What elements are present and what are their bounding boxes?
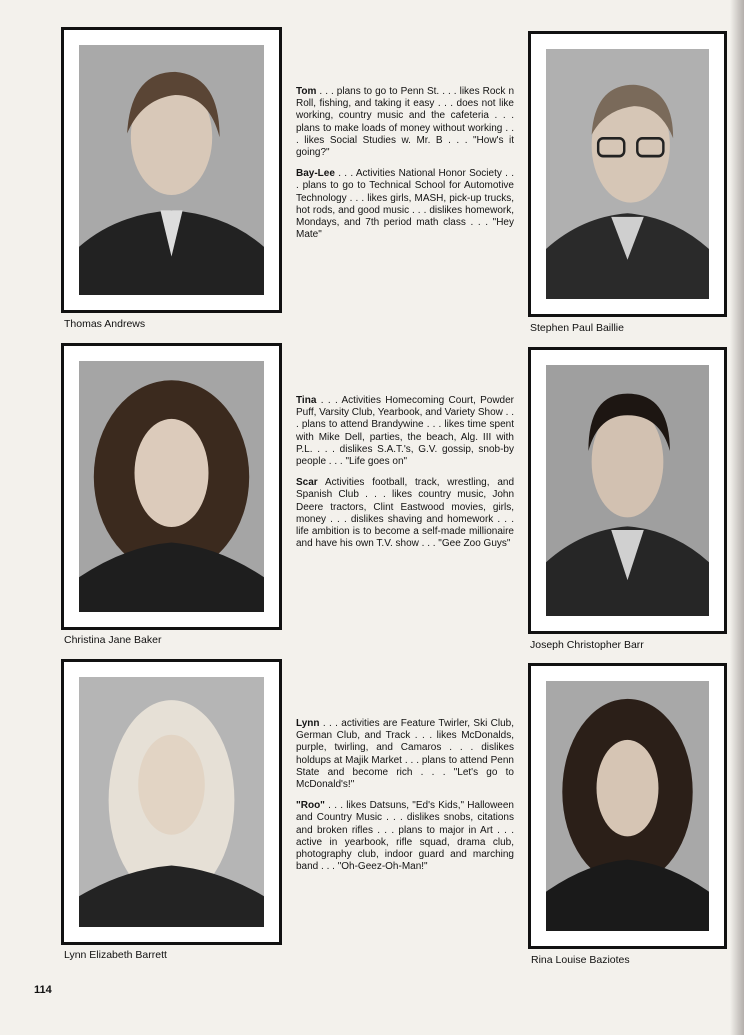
nickname: Scar [296,477,318,489]
blurb-paragraph [296,86,514,159]
portrait-frame-thomas-andrews [61,27,282,313]
page-edge-shadow [730,0,744,1035]
portrait-photo [546,681,709,931]
student-name: Stephen Paul Baillie [530,322,624,334]
blurb-text: . . . Activities Homecoming Court, Powder Puff, Varsity Club, Yearbook, and Variety Show . . . plans to attend Brandywine . . . likes time spent with Mike Dell, parties, the beach, Alg. III with P.L. . . . dislikes S.A.T.'s, G.V. gossip, snob-by people . . . "Life goes on" [296,395,514,468]
portrait-photo [79,677,264,927]
blurb-text: Activities football, track, wrestling, and Spanish Club . . . likes country music, John Deere tractors, Clint Eastwood movies, girls, money . . . dislikes shaving and homework . . . life ambition is to become a self-made millionaire and have his own T.V. show . . . "Gee Zoo Guys" [296,477,514,550]
blurb-text: . . . Activities National Honor Society . . . plans to go to Technical School for Automotive Technology . . . likes girls, MASH, pick-up trucks, hot rods, and good music . . . dislikes homework, Mondays, and 7th period math class . . . "Hey Mate" [296,168,514,241]
portrait-frame-christina-jane-baker [61,343,282,630]
portrait-photo [546,365,709,616]
portrait-photo [79,361,264,612]
nickname: Lynn [296,718,320,729]
portrait-frame-joseph-christopher-barr [528,347,727,634]
blurb-paragraph [296,168,514,241]
nickname: Tom [296,86,317,97]
portrait-photo [546,49,709,299]
page-number: 114 [34,984,52,996]
blurb-column-row2 [296,395,514,559]
student-name: Rina Louise Baziotes [531,954,630,966]
blurb-column-row1 [296,86,514,250]
blurb-paragraph [296,800,514,873]
portrait-frame-rina-louise-baziotes [528,663,727,949]
blurb-text: . . . plans to go to Penn St. . . . likes Rock n Roll, fishing, and taking it easy . . . does not like working, country music and the cafeteria . . . plans to make loads of money without working . . . likes Social Studies w. Mr. B . . . "How's it going?" [296,86,514,159]
blurb-text: . . . activities are Feature Twirler, Ski Club, German Club, and Track . . . likes McDonalds, purple, twirling, and Camaros . . . dislikes holdups at Majik Market . . . plans to attend Penn State and become rich . . . "Let's go to McDonald's!" [296,718,514,791]
portrait-frame-lynn-elizabeth-barrett [61,659,282,945]
blurb-column-row3 [296,718,514,882]
student-name: Joseph Christopher Barr [530,639,644,651]
blurb-text: . . . likes Datsuns, "Ed's Kids," Halloween and Country Music . . . dislikes snobs, citations and broken rifles . . . plans to major in Art . . . active in yearbook, rifle squad, drama club, photography club, indoor guard and marching band . . . "Oh-Geez-Oh-Man!" [296,800,514,873]
student-name: Lynn Elizabeth Barrett [64,949,167,961]
blurb-paragraph [296,477,514,550]
student-name: Thomas Andrews [64,318,146,330]
nickname: Tina [296,395,317,406]
blurb-paragraph [296,718,514,791]
blurb-paragraph [296,395,514,468]
student-name: Christina Jane Baker [64,634,162,646]
portrait-frame-stephen-paul-baillie [528,31,727,317]
portrait-photo [79,45,264,295]
nickname: Bay-Lee [296,168,335,180]
nickname: "Roo" [296,800,325,812]
